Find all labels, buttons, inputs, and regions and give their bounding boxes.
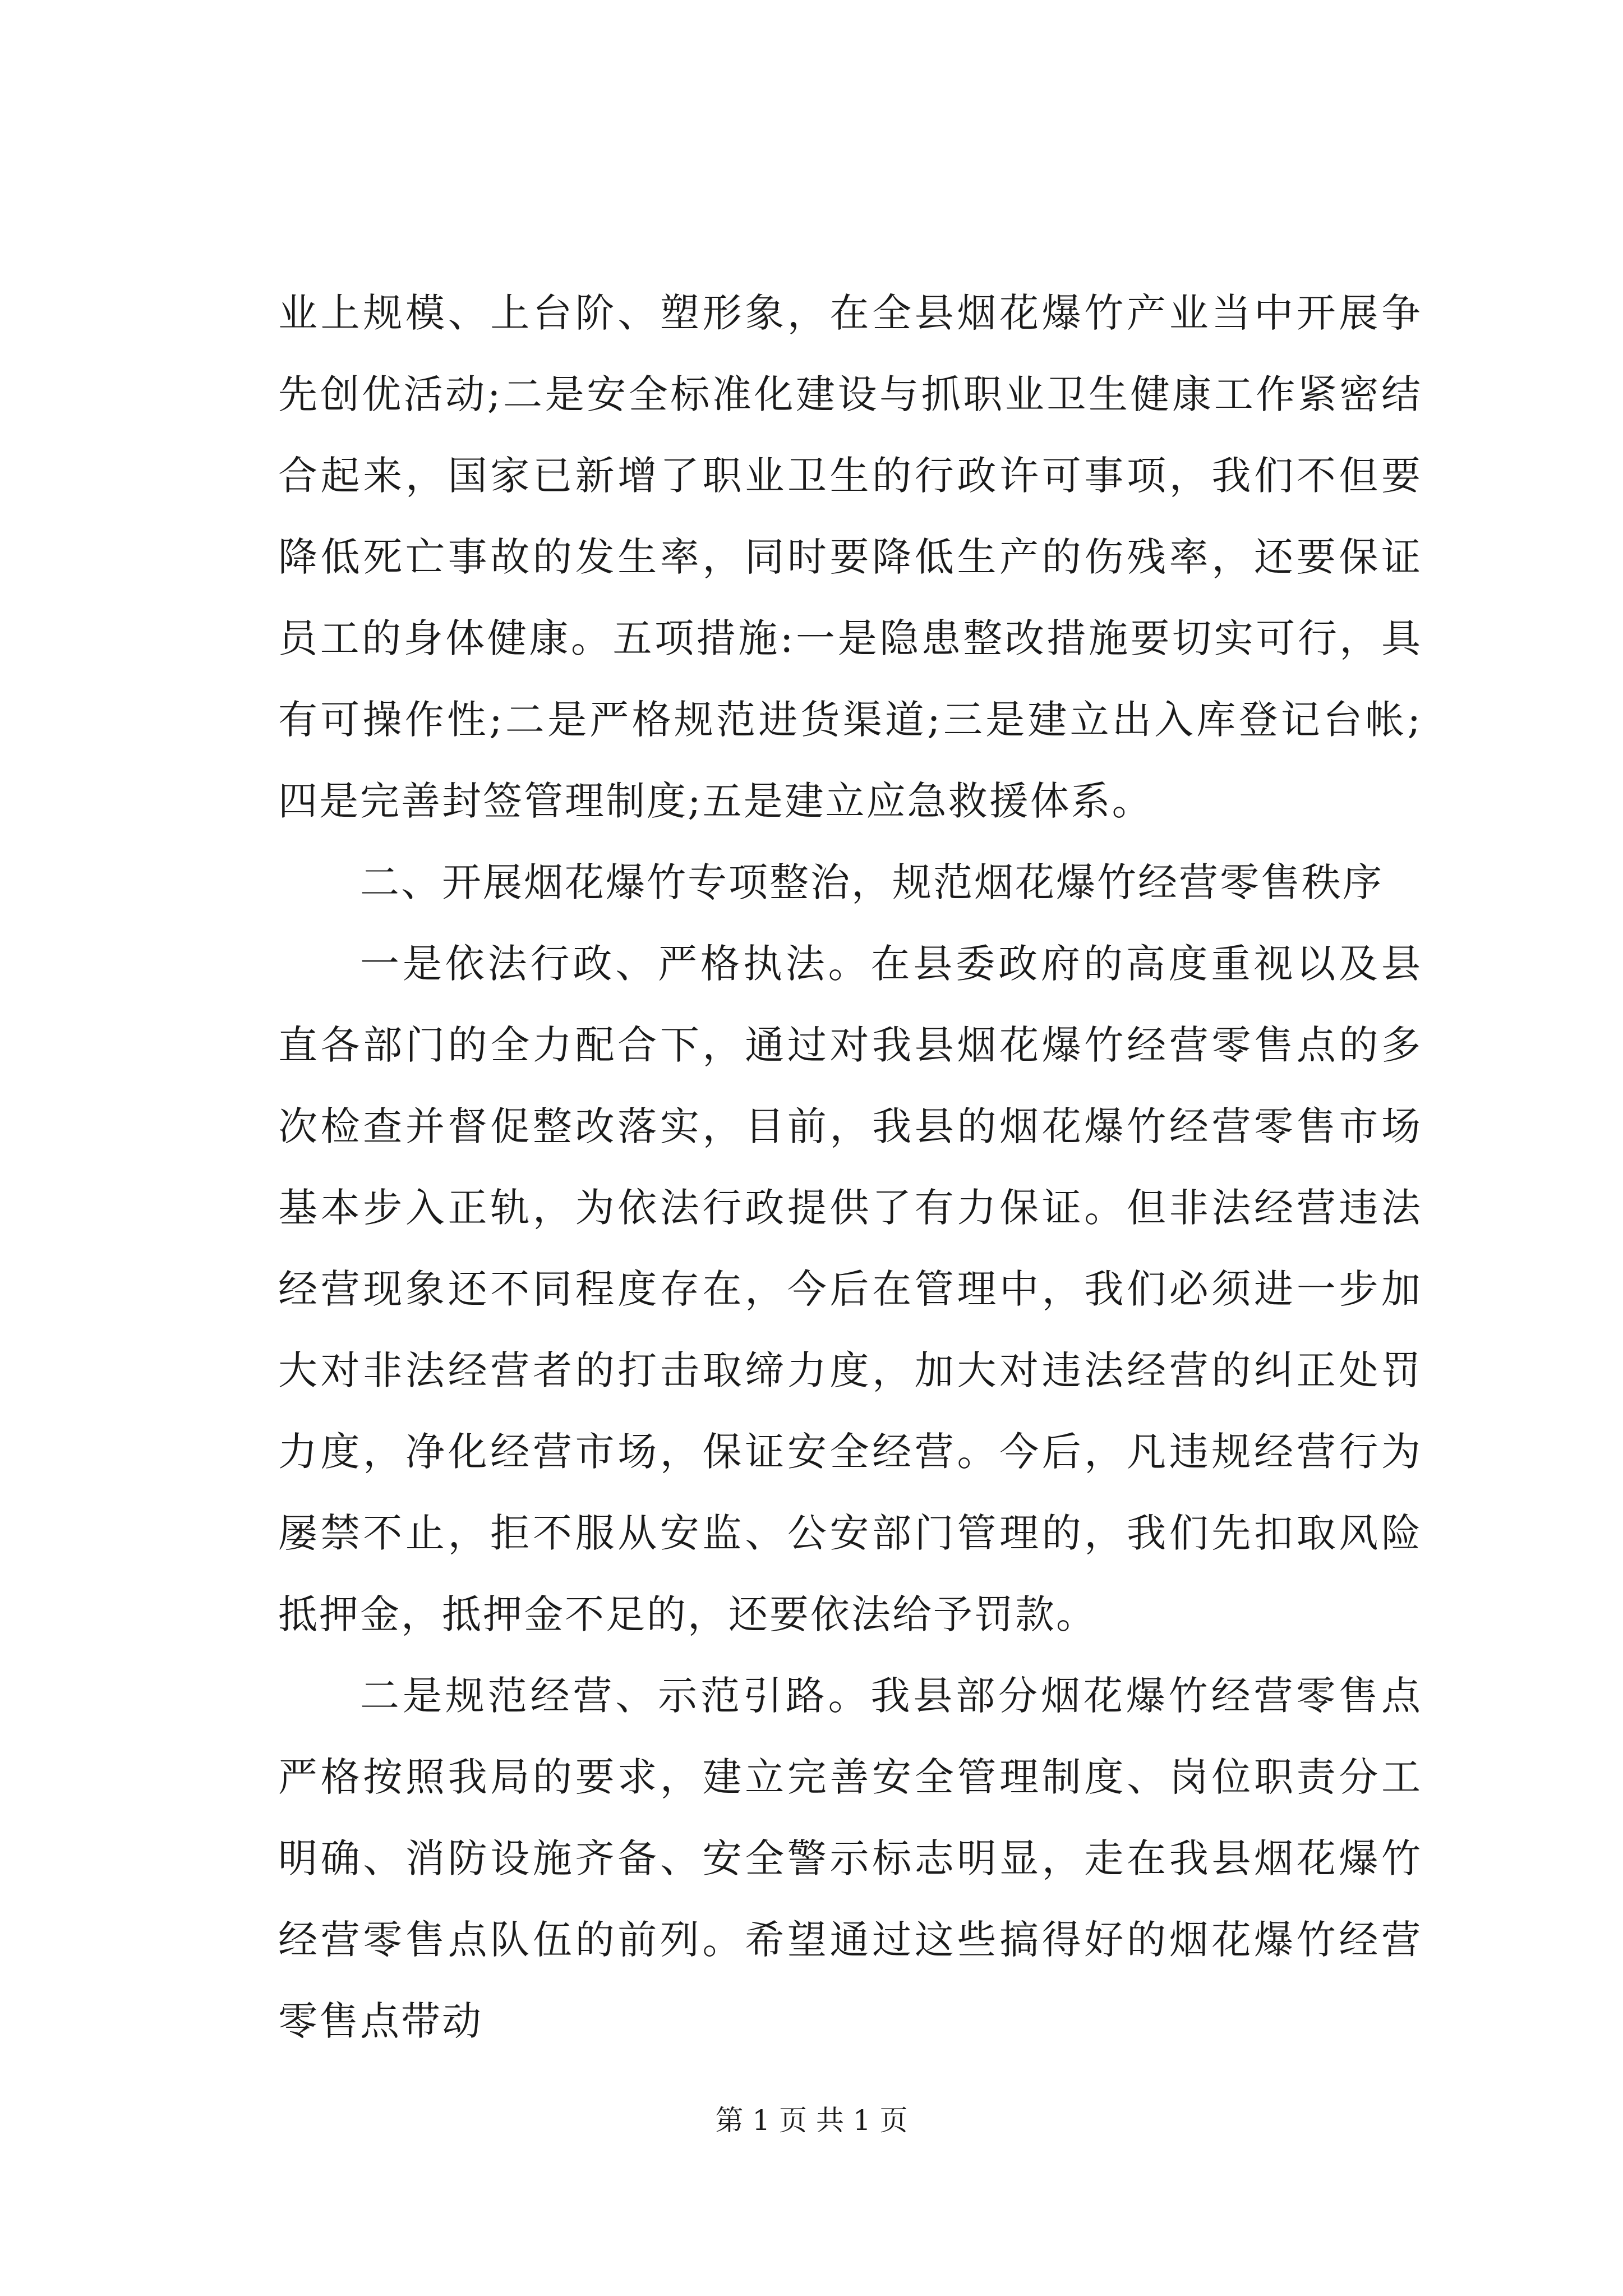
paragraph-1: 业上规模、上台阶、塑形象，在全县烟花爆竹产业当中开展争先创优活动;二是安全标准化建设与抓职业卫生健康工作紧密结合起来，国家已新增了职业卫生的行政许可事项，我们不但要降低死亡事故的发生率，同时要降低生产的伤残率，还要保证员工的身体健康。五项措施:一是隐患整改措施要切实可行，具有可操作性;二是严格规范进货渠道;三是建立出入库登记台帐;四是完善封签管理制度;五是建立应急救援体系。 bbox=[278, 290, 1422, 824]
paragraph-4: 二是规范经营、示范引路。我县部分烟花爆竹经营零售点严格按照我局的要求，建立完善安全管理制度、岗位职责分工明确、消防设施齐备、安全警示标志明显，走在我县烟花爆竹经营零售点队伍的前列。希望通过这些搞得好的烟花爆竹经营零售点带动 bbox=[278, 1673, 1422, 2044]
document-body bbox=[278, 273, 1422, 2062]
paragraph-3: 一是依法行政、严格执法。在县委政府的高度重视以及县直各部门的全力配合下，通过对我县烟花爆竹经营零售点的多次检查并督促整改落实，目前，我县的烟花爆竹经营零售市场基本步入正轨，为依法行政提供了有力保证。但非法经营违法经营现象还不同程度存在，今后在管理中，我们必须进一步加大对非法经营者的打击取缔力度，加大对违法经营的纠正处罚力度，净化经营市场，保证安全经营。今后，凡违规经营行为屡禁不止，拒不服从安监、公安部门管理的，我们先扣取风险抵押金，抵押金不足的，还要依法给予罚款。 bbox=[278, 941, 1422, 1637]
section-heading-2: 二、开展烟花爆竹专项整治，规范烟花爆竹经营零售秩序 bbox=[360, 859, 1384, 905]
page-footer: 第 1 页 共 1 页 bbox=[715, 2104, 908, 2137]
